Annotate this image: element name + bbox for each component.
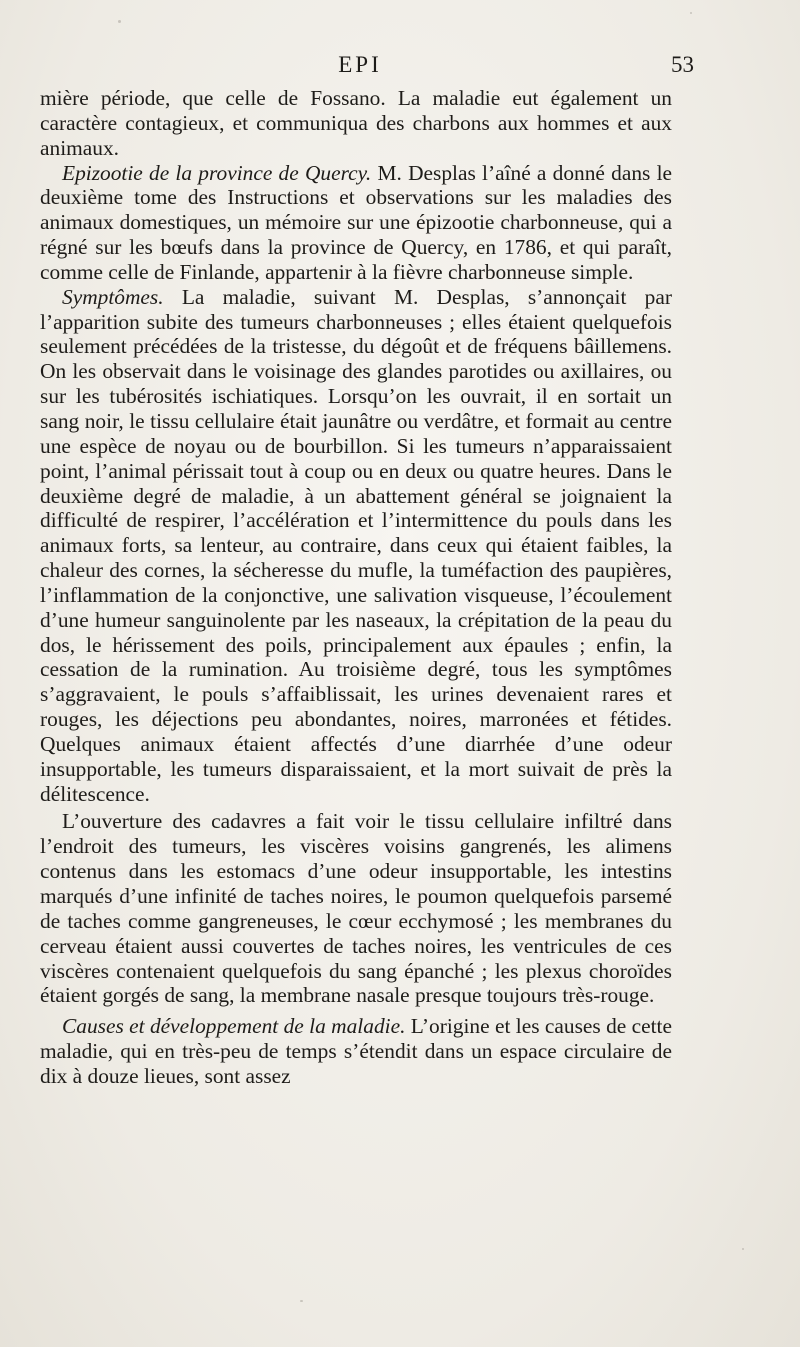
paper-speck xyxy=(690,12,692,14)
paper-speck xyxy=(742,1248,744,1250)
page-header xyxy=(40,52,694,84)
paragraph-quercy xyxy=(40,161,672,285)
paragraph-text: La maladie, suivant M. Desplas, s’annonçait par l’apparition subite des tumeurs charbonneuses ; elles étaient quelquefois seulement précédées de la tristesse, du dégoût et de fréquens bâillemens. On les observait dans le voisinage des glandes parotides ou axillaires, ou sur les tubérosités ischiatiques. Lorsqu’on les ouvrait, il en sortait un sang noir, le tissu cellulaire était jaunâtre ou verdâtre, et formait au centre une espèce de noyau ou de bourbillon. Si les tumeurs n’apparaissaient point, l’animal périssait tout à coup ou en deux ou quatre heures. Dans le deuxième degré de maladie, à un abattement général se joignaient la difficulté de respirer, l’accélération et l’intermittence du pouls dans les animaux forts, sa lenteur, au contraire, dans ceux qui étaient faibles, la chaleur des cornes, la sécheresse du mufle, la tuméfaction des paupières, l’inflammation de la conjonctive, une salivation visqueuse, l’écoulement d’une humeur sanguinolente par les naseaux, la crépitation de la peau du dos, le hérissement des poils, principalement aux épaules ; enfin, la cessation de la rumination. Au troisième degré, tous les symptômes s’aggravaient, le pouls s’affaiblissait, les urines devenaient rares et rouges, les déjections peu abondantes, noires, marronées et fétides. Quelques animaux étaient affectés d’une diarrhée d’une odeur insupportable, les tumeurs disparaissaient, et la mort suivait de près la délitescence. xyxy=(40,284,672,806)
paragraph-heading-causes: Causes et développement de la maladie. xyxy=(62,1014,406,1039)
paragraph-heading-quercy: Epizootie de la province de Quercy. xyxy=(62,160,372,185)
paragraph-ouverture xyxy=(40,809,672,1008)
paper-speck xyxy=(118,20,121,23)
paragraph-text: mière période, que celle de Fossano. La maladie eut également un caractère contagieux, et communiqua des charbons aux hommes et aux animaux. xyxy=(40,86,672,160)
page-number: 53 xyxy=(671,52,694,77)
paragraph-symptomes xyxy=(40,285,672,807)
paragraph-continuation xyxy=(40,86,672,161)
paragraph-causes xyxy=(40,1014,672,1089)
paragraph-heading-symptomes: Symptômes. xyxy=(62,284,164,309)
paper-speck xyxy=(300,1300,303,1302)
body-text xyxy=(40,86,672,1089)
running-head: EPI xyxy=(338,52,382,77)
paragraph-text: M. Desplas l’aîné a donné dans le deuxième tome des Instructions et observations sur les maladies des animaux domestiques, un mémoire sur une épizootie charbonneuse, qui a régné sur les bœufs dans la province de Quercy, en 1786, et qui paraît, comme celle de Finlande, appartenir à la fièvre charbonneuse simple. xyxy=(40,160,673,284)
paragraph-text: L’origine et les causes de cette maladie, qui en très-peu de temps s’étendit dans un espace circulaire de dix à douze lieues, sont assez xyxy=(40,1014,672,1088)
paragraph-text: L’ouverture des cadavres a fait voir le tissu cellulaire infiltré dans l’endroit des tumeurs, les viscères voisins gangrenés, les alimens contenus dans les estomacs d’une odeur insupportable, les intestins marqués d’une infinité de taches noires, le poumon quelquefois parsemé de taches comme gangreneuses, le cœur ecchymosé ; les membranes du cerveau étaient aussi couvertes de taches noires, les ventricules de ces viscères contenaient quelquefois du sang épanché ; les plexus choroïdes étaient gorgés de sang, la membrane nasale presque toujours très-rouge. xyxy=(40,809,672,1008)
